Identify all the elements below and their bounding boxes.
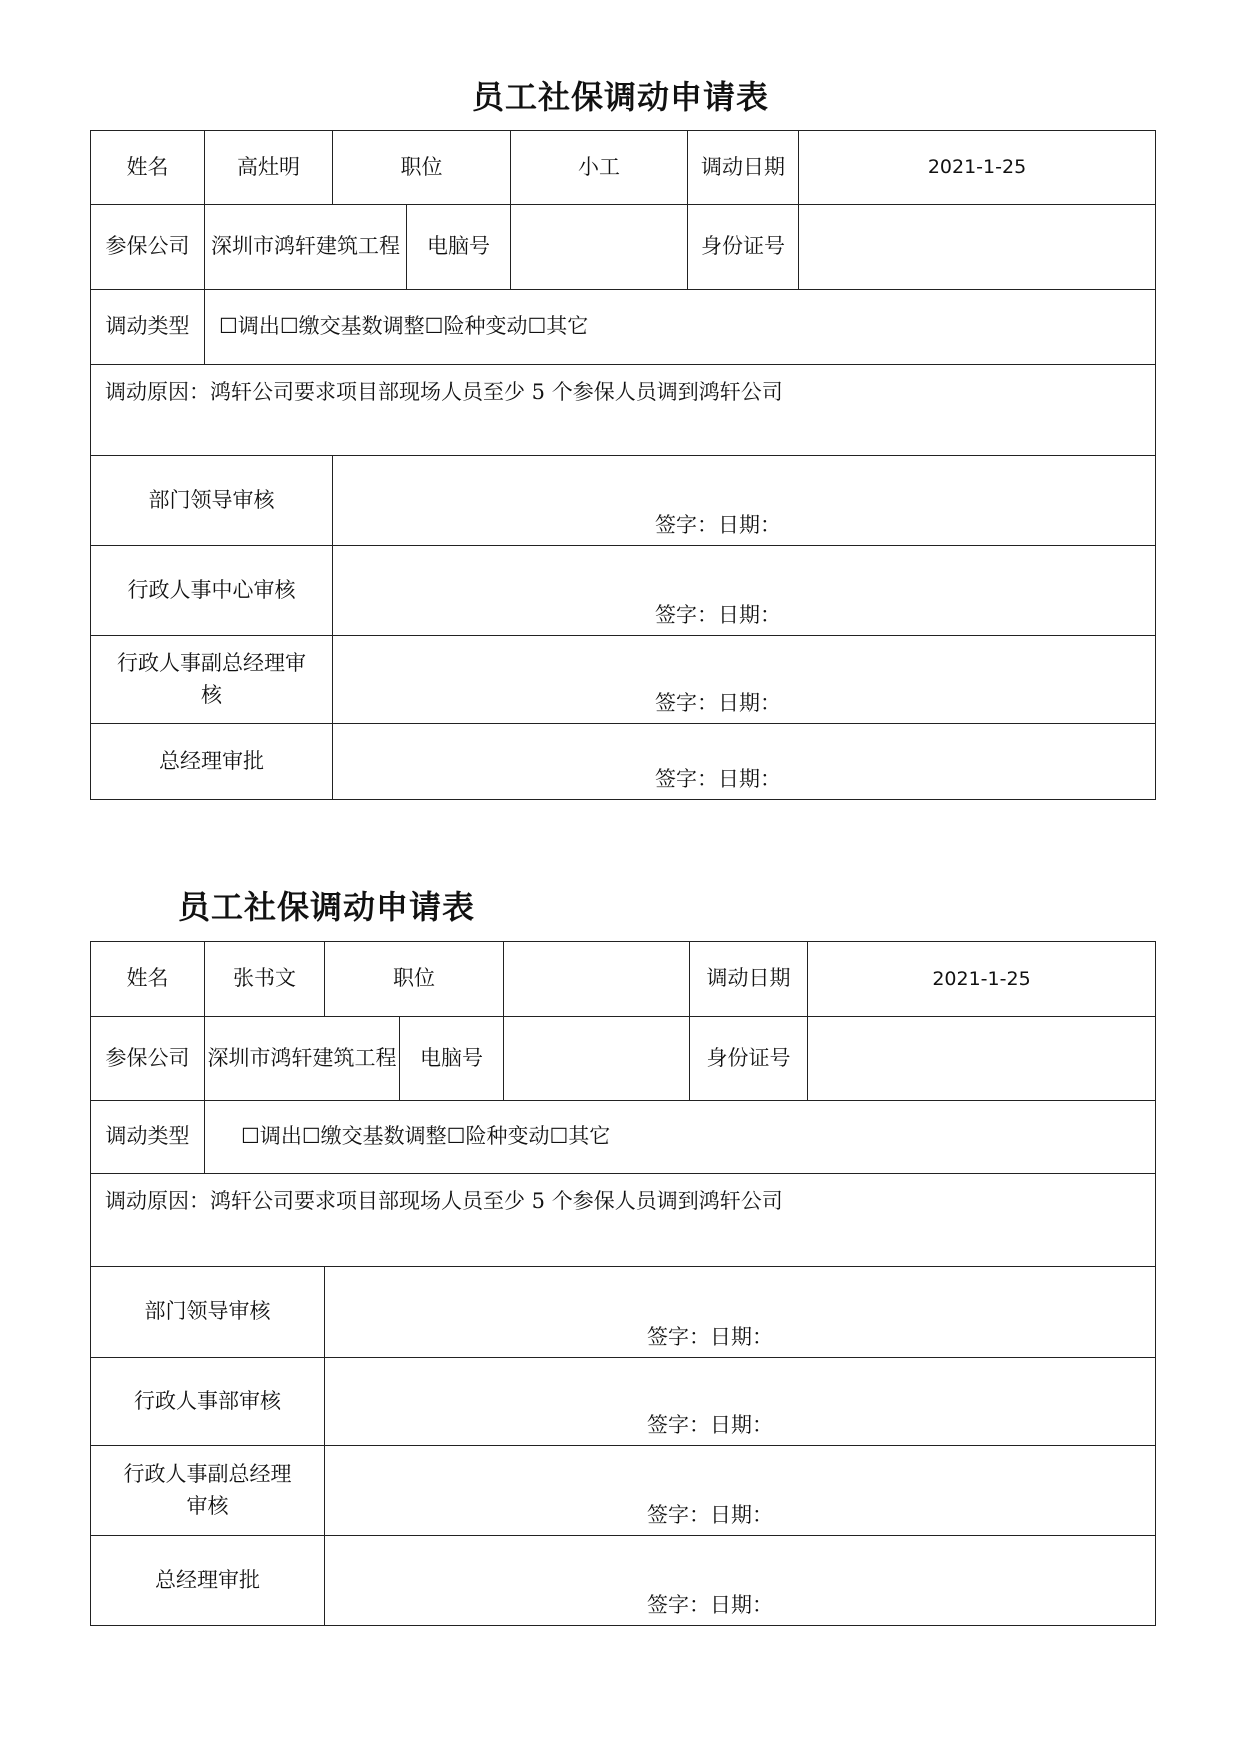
approval-label: 总经理审批	[91, 724, 333, 800]
date-label: 日期：	[718, 512, 781, 537]
transfer-reason-text: 鸿轩公司要求项目部现场人员至少 5 个参保人员调到鸿轩公司	[210, 380, 783, 404]
id-number-value[interactable]	[799, 205, 1156, 290]
approval-label: 部门领导审核	[91, 456, 333, 546]
company-label: 参保公司	[91, 1017, 205, 1101]
transfer-type-label: 调动类型	[91, 1101, 205, 1174]
id-number-value[interactable]	[808, 1017, 1156, 1101]
approval-signature-area[interactable]	[333, 724, 1156, 800]
approval-label: 行政人事部审核	[91, 1358, 325, 1446]
position-value[interactable]	[504, 942, 690, 1017]
id-number-label: 身份证号	[688, 205, 799, 290]
transfer-reason[interactable]	[91, 365, 1156, 456]
transfer-type-options[interactable]: ☐调出☐缴交基数调整☐险种变动☐其它	[205, 290, 1156, 365]
approval-label: 行政人事副总经理审核	[91, 636, 333, 724]
computer-number-label: 电脑号	[400, 1017, 504, 1101]
signature-label: 签字：	[655, 602, 718, 627]
signature-label: 签字：	[647, 1412, 710, 1437]
position-value[interactable]: 小工	[511, 131, 688, 205]
date-label: 日期：	[718, 766, 781, 791]
approval-label: 行政人事中心审核	[91, 546, 333, 636]
computer-number-value[interactable]	[504, 1017, 690, 1101]
date-label: 日期：	[710, 1592, 773, 1617]
approval-signature-area[interactable]	[333, 636, 1156, 724]
date-label: 日期：	[710, 1324, 773, 1349]
approval-signature-area[interactable]	[325, 1536, 1156, 1626]
form-title: 员工社保调动申请表	[178, 888, 476, 926]
signature-label: 签字：	[655, 690, 718, 715]
approval-signature-area[interactable]	[333, 456, 1156, 546]
signature-label: 签字：	[647, 1592, 710, 1617]
date-label: 日期：	[718, 602, 781, 627]
transfer-reason-label: 调动原因：	[105, 1189, 210, 1213]
approval-signature-area[interactable]	[325, 1446, 1156, 1536]
date-label: 日期：	[710, 1502, 773, 1527]
form-title: 员工社保调动申请表	[472, 78, 770, 116]
transfer-date-value[interactable]: 2021-1-25	[808, 942, 1156, 1017]
approval-signature-area[interactable]	[325, 1267, 1156, 1358]
approval-signature-area[interactable]	[325, 1358, 1156, 1446]
computer-number-value[interactable]	[511, 205, 688, 290]
application-form	[90, 130, 1156, 800]
signature-label: 签字：	[647, 1324, 710, 1349]
application-form	[90, 941, 1156, 1626]
transfer-type-options[interactable]: ☐调出☐缴交基数调整☐险种变动☐其它	[205, 1101, 1156, 1174]
id-number-label: 身份证号	[690, 1017, 808, 1101]
computer-number-label: 电脑号	[407, 205, 511, 290]
approval-label: 行政人事副总经理审核	[91, 1446, 325, 1536]
company-value[interactable]: 深圳市鸿轩建筑工程	[205, 1017, 400, 1101]
name-value[interactable]: 高灶明	[205, 131, 333, 205]
transfer-reason[interactable]	[91, 1174, 1156, 1267]
date-label: 日期：	[718, 690, 781, 715]
position-label: 职位	[325, 942, 504, 1017]
company-label: 参保公司	[91, 205, 205, 290]
approval-label: 总经理审批	[91, 1536, 325, 1626]
signature-label: 签字：	[655, 766, 718, 791]
transfer-reason-text: 鸿轩公司要求项目部现场人员至少 5 个参保人员调到鸿轩公司	[210, 1189, 783, 1213]
date-label: 日期：	[710, 1412, 773, 1437]
transfer-type-label: 调动类型	[91, 290, 205, 365]
name-value[interactable]: 张书文	[205, 942, 325, 1017]
transfer-date-label: 调动日期	[690, 942, 808, 1017]
transfer-date-value[interactable]: 2021-1-25	[799, 131, 1156, 205]
transfer-reason-label: 调动原因：	[105, 380, 210, 404]
approval-label: 部门领导审核	[91, 1267, 325, 1358]
signature-label: 签字：	[647, 1502, 710, 1527]
name-label: 姓名	[91, 942, 205, 1017]
name-label: 姓名	[91, 131, 205, 205]
company-value[interactable]: 深圳市鸿轩建筑工程	[205, 205, 407, 290]
approval-signature-area[interactable]	[333, 546, 1156, 636]
position-label: 职位	[333, 131, 511, 205]
signature-label: 签字：	[655, 512, 718, 537]
transfer-date-label: 调动日期	[688, 131, 799, 205]
